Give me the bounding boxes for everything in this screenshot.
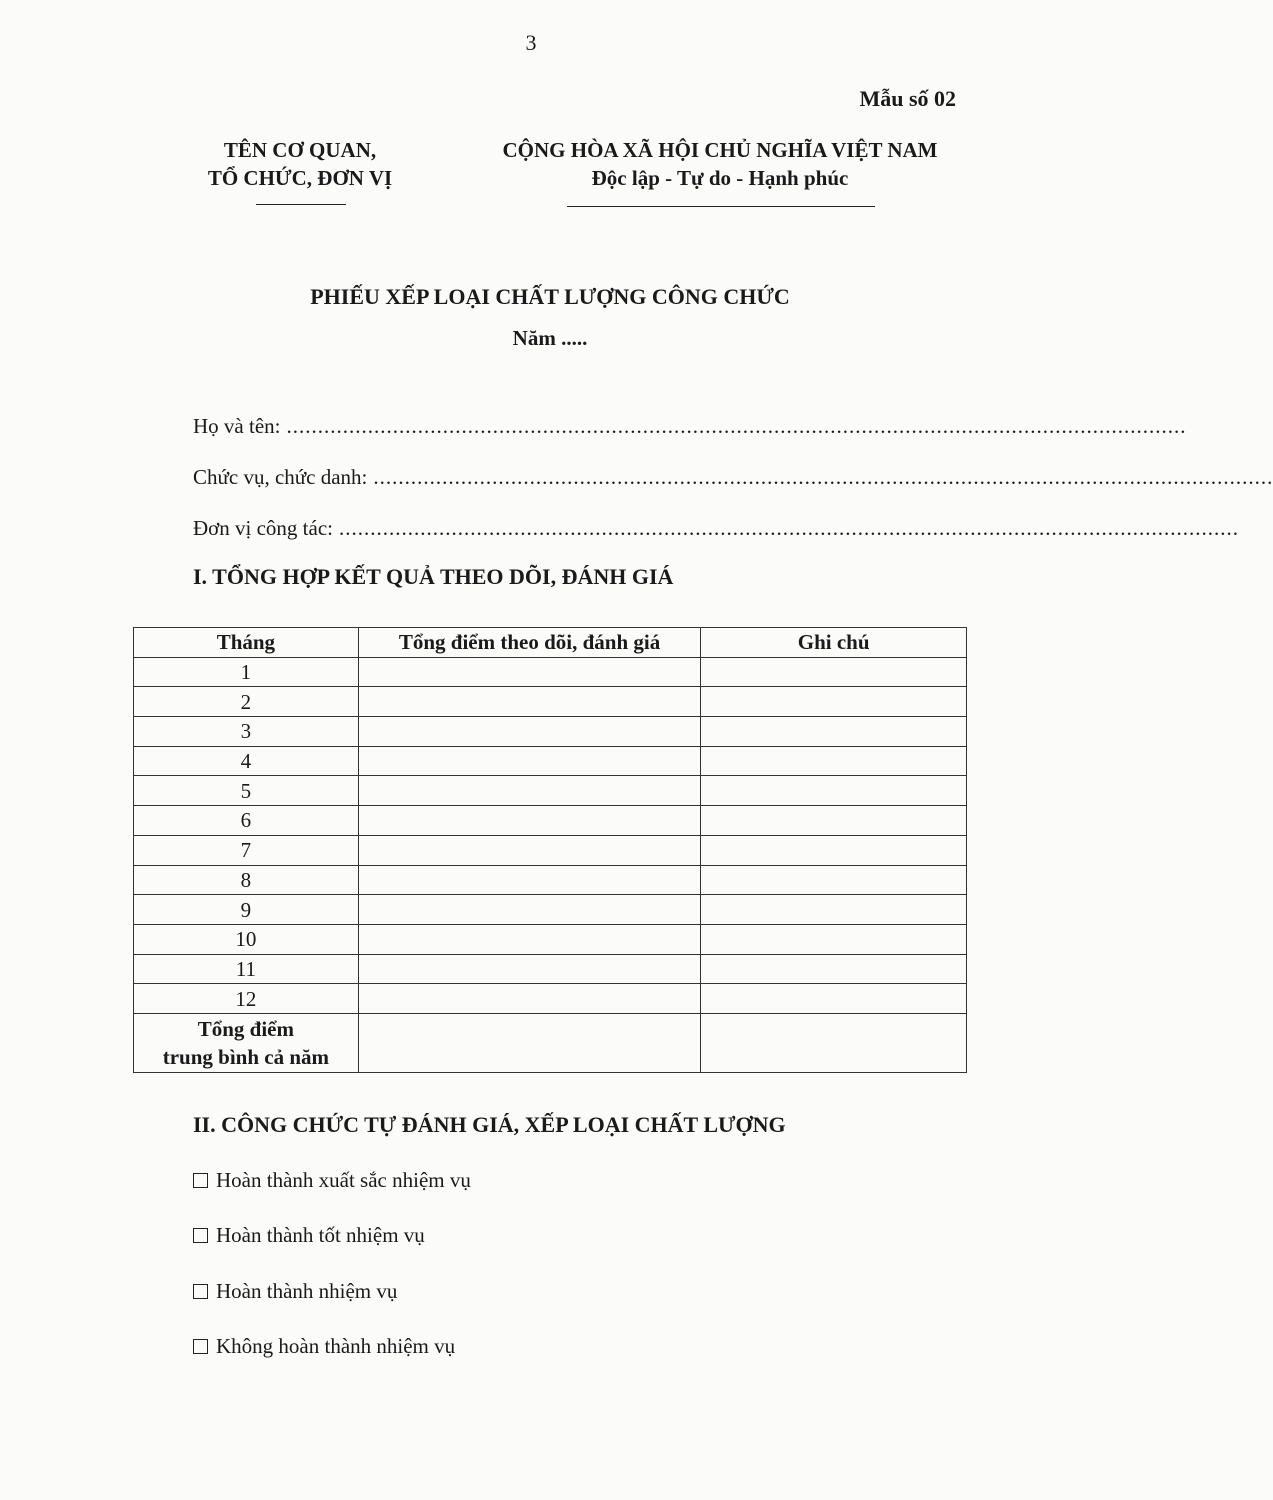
position-dots[interactable]: ................................................................................................................................................ [373, 465, 1273, 489]
score-cell[interactable] [358, 924, 701, 954]
option-excellent[interactable] [193, 1168, 471, 1193]
position-field[interactable] [193, 465, 1273, 490]
score-cell[interactable] [358, 746, 701, 776]
table-row [134, 865, 967, 895]
score-cell[interactable] [358, 687, 701, 717]
col-month-header: Tháng [134, 628, 359, 658]
total-label-line-2: trung bình cả năm [162, 1044, 330, 1069]
total-label-line-1: Tổng điểm [197, 1016, 294, 1041]
table-row [134, 717, 967, 747]
option-complete-label: Hoàn thành nhiệm vụ [216, 1279, 398, 1303]
section-1-heading: I. TỔNG HỢP KẾT QUẢ THEO DÕI, ĐÁNH GIÁ [193, 564, 674, 589]
checkbox-icon[interactable] [193, 1228, 208, 1243]
score-cell[interactable] [358, 984, 701, 1014]
month-cell: 9 [134, 895, 359, 925]
option-complete[interactable] [193, 1279, 397, 1304]
total-note-cell[interactable] [701, 1013, 967, 1072]
work-unit-dots[interactable]: ................................................................................................................................................ [339, 516, 1239, 540]
note-cell[interactable] [701, 776, 967, 806]
table-row [134, 954, 967, 984]
month-cell: 12 [134, 984, 359, 1014]
note-cell[interactable] [701, 746, 967, 776]
nation-underline [567, 206, 875, 207]
score-cell[interactable] [358, 806, 701, 836]
nation-name: CỘNG HÒA XÃ HỘI CHỦ NGHĨA VIỆT NAM [502, 138, 938, 162]
month-cell: 8 [134, 865, 359, 895]
option-incomplete-label: Không hoàn thành nhiệm vụ [216, 1334, 456, 1358]
note-cell[interactable] [701, 717, 967, 747]
col-note-header: Ghi chú [701, 628, 967, 658]
total-score-cell[interactable] [358, 1013, 701, 1072]
table-row [134, 924, 967, 954]
nation-motto: Độc lập - Tự do - Hạnh phúc [591, 166, 849, 190]
organization-header [180, 136, 420, 192]
table-row [134, 835, 967, 865]
org-line-2: TỔ CHỨC, ĐƠN VỊ [207, 166, 393, 190]
note-cell[interactable] [701, 687, 967, 717]
score-cell[interactable] [358, 865, 701, 895]
option-excellent-label: Hoàn thành xuất sắc nhiệm vụ [216, 1168, 471, 1192]
month-cell: 5 [134, 776, 359, 806]
month-cell: 11 [134, 954, 359, 984]
score-cell[interactable] [358, 717, 701, 747]
score-cell[interactable] [358, 895, 701, 925]
full-name-label: Họ và tên: [193, 414, 281, 438]
option-incomplete[interactable] [193, 1334, 455, 1359]
table-row [134, 895, 967, 925]
national-header [470, 136, 970, 192]
form-title: PHIẾU XẾP LOẠI CHẤT LƯỢNG CÔNG CHỨC [310, 284, 790, 309]
page-number: 3 [525, 30, 537, 55]
table-row [134, 657, 967, 687]
score-cell[interactable] [358, 776, 701, 806]
score-cell[interactable] [358, 835, 701, 865]
total-row [134, 1013, 967, 1072]
work-unit-label: Đơn vị công tác: [193, 516, 333, 540]
full-name-field[interactable] [193, 414, 1187, 439]
option-good-label: Hoàn thành tốt nhiệm vụ [216, 1223, 425, 1247]
month-cell: 3 [134, 717, 359, 747]
month-cell: 2 [134, 687, 359, 717]
month-cell: 10 [134, 924, 359, 954]
form-number: Mẫu số 02 [859, 86, 956, 111]
total-label [134, 1013, 359, 1072]
table-row [134, 746, 967, 776]
note-cell[interactable] [701, 657, 967, 687]
score-cell[interactable] [358, 954, 701, 984]
org-line-1: TÊN CƠ QUAN, [223, 138, 377, 162]
option-good[interactable] [193, 1223, 425, 1248]
table-row [134, 776, 967, 806]
position-label: Chức vụ, chức danh: [193, 465, 368, 489]
note-cell[interactable] [701, 954, 967, 984]
month-cell: 6 [134, 806, 359, 836]
score-cell[interactable] [358, 657, 701, 687]
note-cell[interactable] [701, 895, 967, 925]
note-cell[interactable] [701, 924, 967, 954]
work-unit-field[interactable] [193, 516, 1239, 541]
month-cell: 4 [134, 746, 359, 776]
month-cell: 7 [134, 835, 359, 865]
note-cell[interactable] [701, 835, 967, 865]
note-cell[interactable] [701, 984, 967, 1014]
section-2-heading: II. CÔNG CHỨC TỰ ĐÁNH GIÁ, XẾP LOẠI CHẤT LƯỢNG [193, 1112, 786, 1137]
results-table [133, 627, 967, 1073]
note-cell[interactable] [701, 806, 967, 836]
full-name-dots[interactable]: ................................................................................................................................................ [286, 414, 1187, 438]
note-cell[interactable] [701, 865, 967, 895]
checkbox-icon[interactable] [193, 1339, 208, 1354]
checkbox-icon[interactable] [193, 1173, 208, 1188]
table-row [134, 806, 967, 836]
month-cell: 1 [134, 657, 359, 687]
checkbox-icon[interactable] [193, 1284, 208, 1299]
col-score-header: Tổng điểm theo dõi, đánh giá [358, 628, 701, 658]
org-underline [256, 204, 346, 205]
form-year: Năm ..... [512, 326, 588, 350]
table-row [134, 984, 967, 1014]
table-header-row [134, 628, 967, 658]
table-row [134, 687, 967, 717]
